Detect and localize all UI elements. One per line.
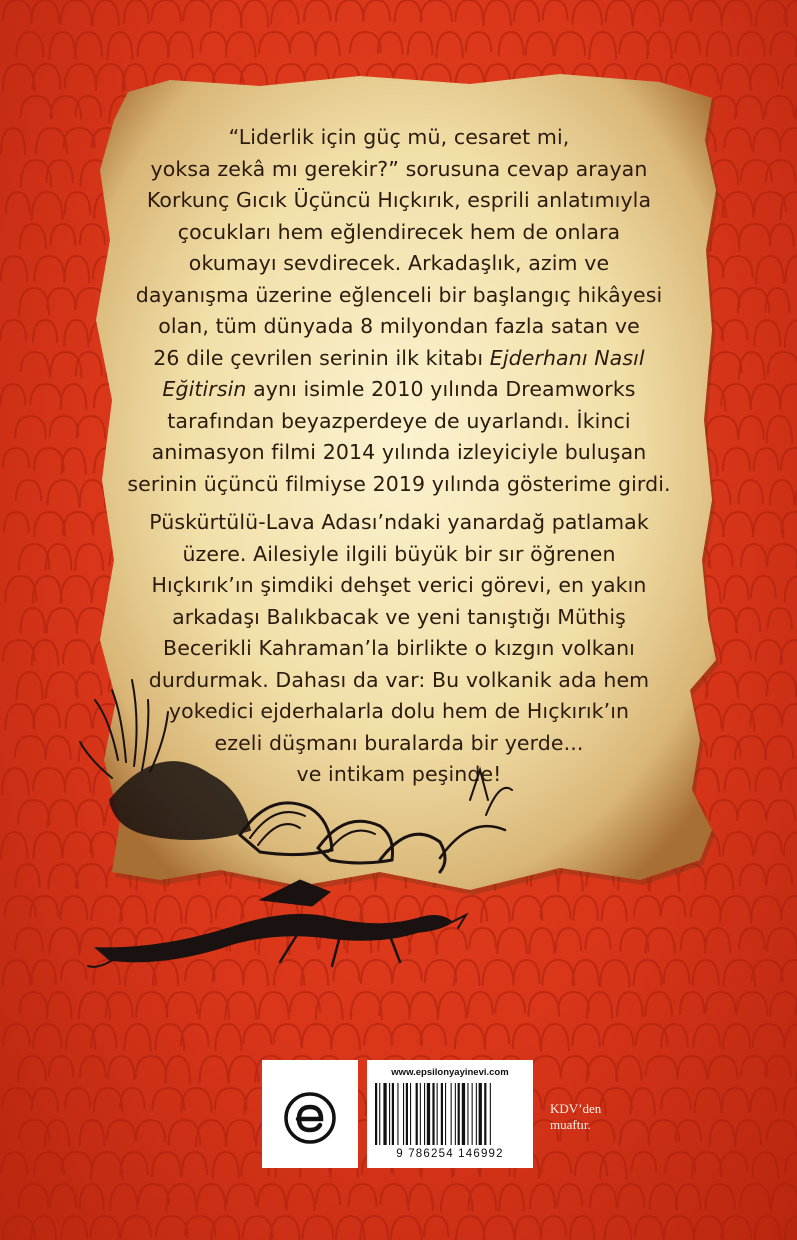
blurb-line: Korkunç Gıcık Üçüncü Hıçkırık, esprili anlatımıyla: [146, 188, 652, 212]
barcode-bar: [441, 1083, 443, 1145]
tax-exempt-note: [550, 1101, 620, 1133]
barcode-bar: [424, 1083, 425, 1145]
barcode-bar: [479, 1083, 482, 1145]
barcode-bar: [455, 1083, 456, 1145]
barcode-bar: [383, 1083, 386, 1145]
barcode-bar: [379, 1083, 380, 1145]
barcode-bar: [403, 1083, 404, 1145]
barcode-bar: [490, 1083, 491, 1145]
barcode-bar: [397, 1083, 398, 1145]
isbn-number: 9 786254 146992: [396, 1148, 504, 1160]
barcode-bar: [406, 1083, 408, 1145]
book-title: Eğitirsin: [162, 377, 247, 401]
barcode-bar: [462, 1083, 465, 1145]
blurb-line: okumayı sevdirecek. Arkadaşlık, azim ve: [188, 251, 610, 275]
barcode-bar: [416, 1083, 418, 1145]
barcode-box: [367, 1060, 533, 1168]
blurb-line: üzere. Ailesiyle ilgili büyük bir sır öğrenen: [182, 541, 616, 566]
barcode-bar: [451, 1083, 452, 1145]
barcode-bar: [467, 1083, 468, 1145]
blurb-line: arkadaşı Balıkbacak ve yeni tanıştığı Müthiş: [172, 604, 626, 629]
blurb-line: “Liderlik için güç mü, cesaret mi,: [228, 125, 570, 149]
barcode-bar: [392, 1083, 394, 1145]
barcode-bar: [389, 1083, 390, 1145]
barcode-bar: [437, 1083, 438, 1145]
epsilon-e-logo-icon: [282, 1090, 338, 1146]
blurb-line: Becerikli Kahraman’la birlikte o kızgın volkanı: [163, 636, 635, 660]
barcode-bar: [472, 1083, 473, 1145]
blurb-line: ve intikam peşinde!: [296, 762, 502, 786]
barcode-bar: [427, 1083, 430, 1145]
blurb-line: Hıçkırık’ın şimdiki dehşet verici görevi, en yakın: [151, 573, 647, 597]
blurb-line: yokedici ejderhalarla dolu hem de Hıçkırık’ın: [168, 699, 630, 723]
blurb-line: ezeli düşmanı buralarda bir yerde...: [214, 730, 584, 755]
blurb-line: dayanışma üzerine eğlenceli bir başlangıç hikâyesi: [135, 282, 663, 307]
tax-note-line: KDV’den: [550, 1101, 602, 1116]
blurb-line: çocukları hem eğlendirecek hem de onlara: [177, 219, 621, 244]
barcode-bar: [410, 1083, 411, 1145]
blurb-line: durdurmak. Dahası da var: Bu volkanik ada hem: [148, 667, 650, 692]
barcode-bar: [458, 1083, 460, 1145]
publisher-logo-box: [262, 1060, 358, 1168]
publisher-website: www.epsilonyayinevi.com: [391, 1067, 509, 1078]
blurb-line: yoksa zekâ mı gerekir?” sorusuna cevap arayan: [150, 156, 648, 181]
blurb-line: serinin üçüncü filmiyse 2019 yılında gösterime girdi.: [127, 471, 671, 496]
barcode-bar: [445, 1083, 446, 1145]
blurb-line: animasyon filmi 2014 yılında izleyiciyle buluşan: [151, 440, 647, 464]
barcode-bar: [375, 1083, 377, 1145]
barcode-bar: [432, 1083, 434, 1145]
blurb-line: Püskürtülü-Lava Adası’ndaki yanardağ patlamak: [149, 510, 649, 534]
blurb-line-text: 26 dile çevrilen serinin ilk kitabı: [153, 345, 490, 370]
blurb-line-text: aynı isimle 2010 yılında Dreamworks: [246, 377, 636, 401]
tax-note-line: muaftır.: [550, 1117, 591, 1132]
blurb-line: tarafından beyazperdeye de uyarlandı. İkinci: [167, 408, 631, 433]
isbn-barcode: [373, 1083, 527, 1147]
barcode-bar: [476, 1083, 477, 1145]
barcode-bar: [484, 1083, 486, 1145]
book-title: Ejderhanı Nasıl: [489, 345, 645, 370]
barcode-bar: [420, 1083, 421, 1145]
blurb-line: olan, tüm dünyada 8 milyondan fazla satan ve: [158, 314, 640, 338]
